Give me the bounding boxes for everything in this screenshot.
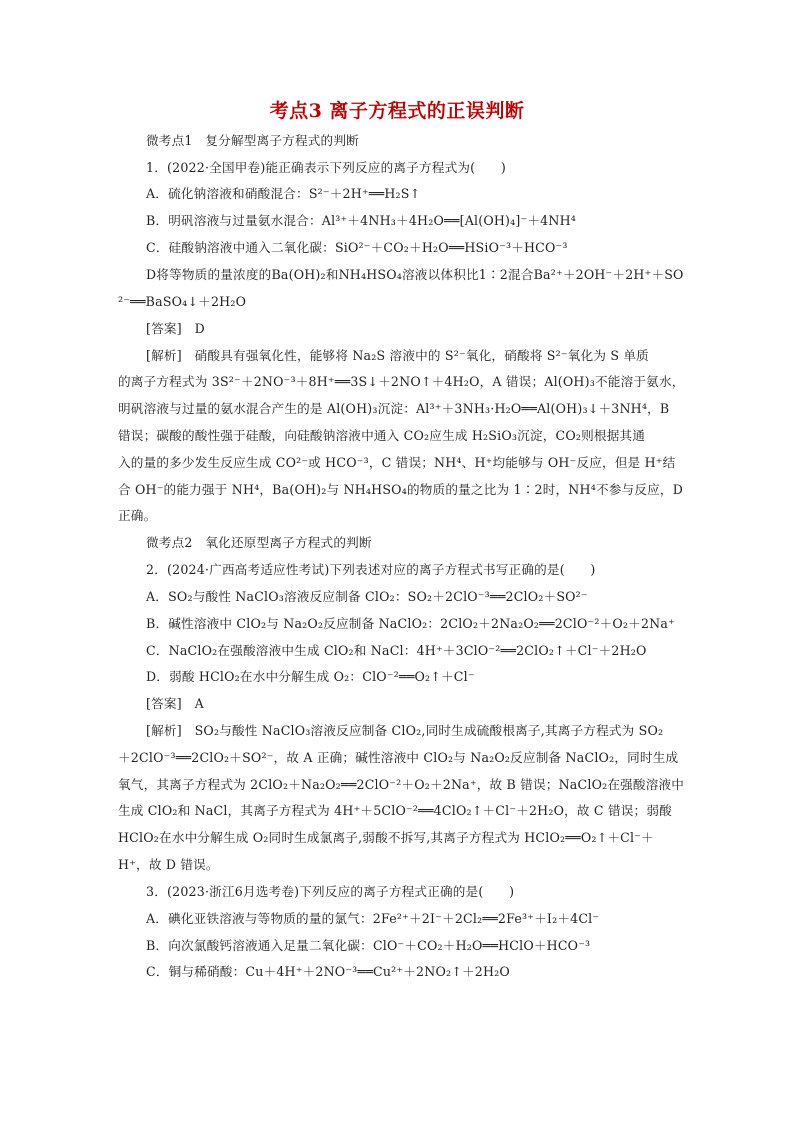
question-1-option-b: B．明矾溶液与过量氨水混合：Al³⁺＋4NH₃＋4H₂O══[Al(OH)₄]⁻＋4NH⁴ [146, 213, 577, 228]
question-2-analysis-line: 氧气，其离子方程式为 2ClO₂＋Na₂O₂══2ClO⁻²＋O₂＋2Na⁺，故 B 错误；NaClO₂在强酸溶液中 [118, 777, 685, 792]
question-2-option-a: A．SO₂与酸性 NaClO₃溶液反应制备 ClO₂：SO₂＋2ClO⁻³══2ClO₂＋SO²⁻ [146, 589, 588, 604]
question-2-stem: 2．(2024·广西高考适应性考试)下列表述对应的离子方程式书写正确的是( ) [146, 562, 596, 577]
question-2-analysis-line: ＋2ClO⁻³══2ClO₂＋SO²⁻，故 A 正确；碱性溶液中 ClO₂与 Na₂O₂反应制备 NaClO₂，同时生成 [118, 750, 679, 765]
question-3-option-b: B．向次氯酸钙溶液通入足量二氧化碳：ClO⁻＋CO₂＋H₂O══HClO＋HCO⁻³ [146, 938, 591, 953]
question-2-analysis-line: 生成 ClO₂和 NaCl，其离子方程式为 4H⁺＋5ClO⁻²══4ClO₂↑＋Cl⁻＋2H₂O，故 C 错误；弱酸 [118, 803, 672, 818]
question-2-answer: [答案] A [146, 696, 204, 711]
section-heading-1: 微考点1 复分解型离子方程式的判断 [146, 133, 359, 148]
question-1-analysis-line: 正确。 [118, 508, 157, 523]
question-2-option-d: D．弱酸 HClO₂在水中分解生成 O₂：ClO⁻²══O₂↑＋Cl⁻ [146, 669, 475, 684]
question-3-option-a: A．碘化亚铁溶液与等物质的量的氯气：2Fe²⁺＋2I⁻＋2Cl₂══2Fe³⁺＋I₂＋4Cl⁻ [146, 911, 600, 926]
question-1-analysis-line: 入的量的多少发生反应生成 CO²⁻或 HCO⁻³，C 错误；NH⁴、H⁺均能够与 OH⁻反应，但是 H⁺结 [118, 455, 676, 470]
question-3-option-c: C．铜与稀硝酸：Cu＋4H⁺＋2NO⁻³══Cu²⁺＋2NO₂↑＋2H₂O [146, 964, 510, 979]
question-2-option-c: C．NaClO₂在强酸溶液中生成 ClO₂和 NaCl：4H⁺＋3ClO⁻²══2ClO₂↑＋Cl⁻＋2H₂O [146, 643, 647, 658]
question-1-answer: [答案] D [146, 321, 205, 336]
page-title: 考点3 离子方程式的正误判断 [269, 100, 525, 122]
question-1-analysis-line: [解析] 硝酸具有强氧化性，能够将 Na₂S 溶液中的 S²⁻氧化，硝酸将 S²⁻氧化为 S 单质 [146, 348, 649, 363]
question-1-stem: 1．(2022·全国甲卷)能正确表示下列反应的离子方程式为( ) [146, 160, 506, 175]
question-1-analysis-line: 明矾溶液与过量的氨水混合产生的是 Al(OH)₃沉淀：Al³⁺＋3NH₃·H₂O══Al(OH)₃↓＋3NH⁴，B [118, 401, 670, 416]
section-heading-2: 微考点2 氧化还原型离子方程式的判断 [146, 535, 372, 550]
question-1-option-d-line1: D将等物质的量浓度的Ba(OH)₂和NH₄HSO₄溶液以体积比1∶2混合Ba²⁺＋2OH⁻＋2H⁺＋SO [146, 267, 684, 282]
question-2-analysis-line: [解析] SO₂与酸性 NaClO₃溶液反应制备 ClO₂,同时生成硫酸根离子,其离子方程式为 SO₂ [146, 723, 664, 738]
question-1-analysis-line: 的离子方程式为 3S²⁻＋2NO⁻³＋8H⁺══3S↓＋2NO↑＋4H₂O，A 错误；Al(OH)₃不能溶于氨水， [118, 374, 685, 389]
question-1-analysis-line: 错误；碳酸的酸性强于硅酸，向硅酸钠溶液中通入 CO₂应生成 H₂SiO₃沉淀，CO₂则根据其通 [118, 428, 646, 443]
question-2-analysis-line: H⁺，故 D 错误。 [118, 857, 219, 872]
question-2-option-b: B．碱性溶液中 ClO₂与 Na₂O₂反应制备 NaClO₂：2ClO₂＋2Na₂O₂══2ClO⁻²＋O₂＋2Na⁺ [146, 616, 675, 631]
question-1-option-a: A．硫化钠溶液和硝酸混合：S²⁻＋2H⁺══H₂S↑ [146, 186, 421, 201]
question-1-analysis-line: 合 OH⁻的能力强于 NH⁴，Ba(OH)₂与 NH₄HSO₄的物质的量之比为 1∶2时，NH⁴不参与反应，D [118, 482, 684, 497]
question-1-option-c: C．硅酸钠溶液中通入二氧化碳：SiO²⁻＋CO₂＋H₂O══HSiO⁻³＋HCO⁻³ [146, 240, 568, 255]
question-3-stem: 3．(2023·浙江6月选考卷)下列反应的离子方程式正确的是( ) [146, 884, 515, 899]
question-1-option-d-line2: ²⁻══BaSO₄↓＋2H₂O [118, 294, 247, 309]
question-2-analysis-line: HClO₂在水中分解生成 O₂同时生成氯离子,弱酸不拆写,其离子方程式为 HClO₂══O₂↑＋Cl⁻＋ [118, 830, 654, 845]
